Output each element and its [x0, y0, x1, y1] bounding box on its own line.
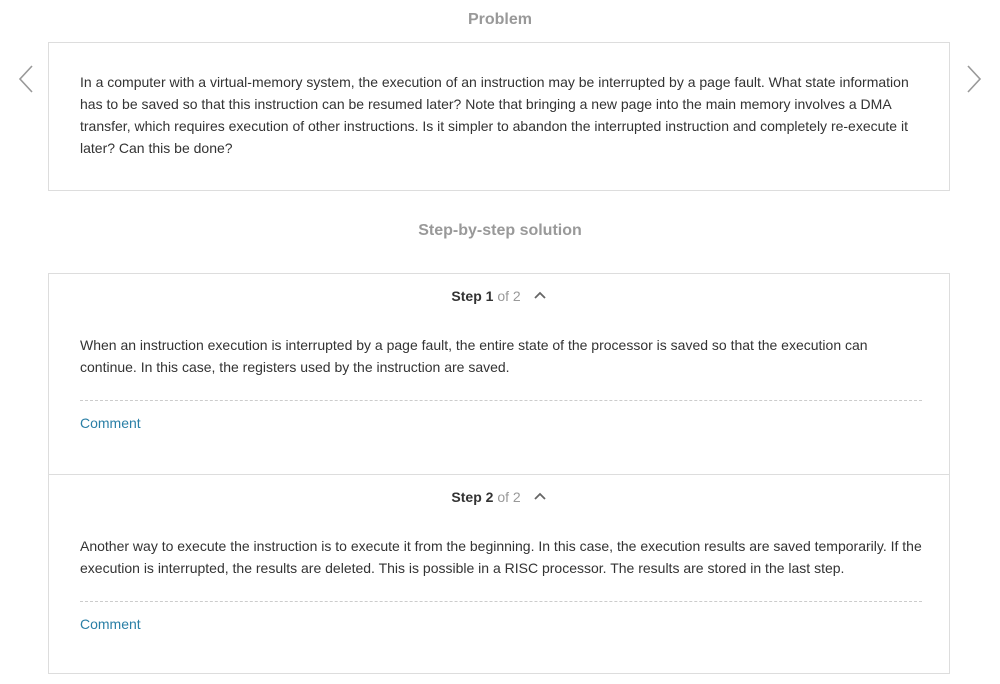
step-text: Another way to execute the instruction is to execute it from the beginning. In this case, the execution results are saved temporarily. If the execution is interrupted, the results are deleted. This is possible in a RISC processor. The results are stored in the last step. [80, 538, 922, 576]
comment-link[interactable]: Comment [80, 616, 141, 632]
step-label: Step 1 [451, 288, 494, 304]
step-divider [80, 601, 922, 602]
step-panel [49, 274, 949, 474]
step-text: When an instruction execution is interrupted by a page fault, the entire state of the processor is saved so that the execution can continue. In this case, the registers used by the instruction are saved. [80, 337, 868, 375]
solution-title: Step-by-step solution [418, 222, 582, 239]
problem-title: Problem [467, 11, 532, 28]
comment-link[interactable]: Comment [80, 415, 141, 431]
chevron-left-icon [16, 64, 36, 94]
step-divider [80, 400, 922, 401]
solution-card [48, 273, 950, 674]
step-label: Step 2 [451, 489, 494, 505]
step-header [49, 488, 949, 506]
step-panel [49, 474, 949, 674]
collapse-step-button[interactable] [533, 487, 547, 505]
collapse-step-button[interactable] [533, 286, 547, 304]
chevron-up-icon [533, 290, 547, 300]
problem-text: In a computer with a virtual-memory system, the execution of an instruction may be interrupted by a page fault. What state information has to be saved so that this instruction can be resumed later? Note that bringing a new page into the main memory involves a DMA transfer, which requires execution of other instructions. Is it simpler to abandon the interrupted instruction and completely re-execute it later? Can this be done? [80, 74, 909, 156]
problem-card [48, 42, 950, 191]
chevron-right-icon [964, 64, 984, 94]
step-header [49, 287, 949, 305]
step-count: of 2 [497, 288, 521, 304]
step-count: of 2 [497, 489, 521, 505]
chevron-up-icon [533, 491, 547, 501]
next-button[interactable] [964, 64, 984, 94]
prev-button[interactable] [16, 64, 36, 94]
